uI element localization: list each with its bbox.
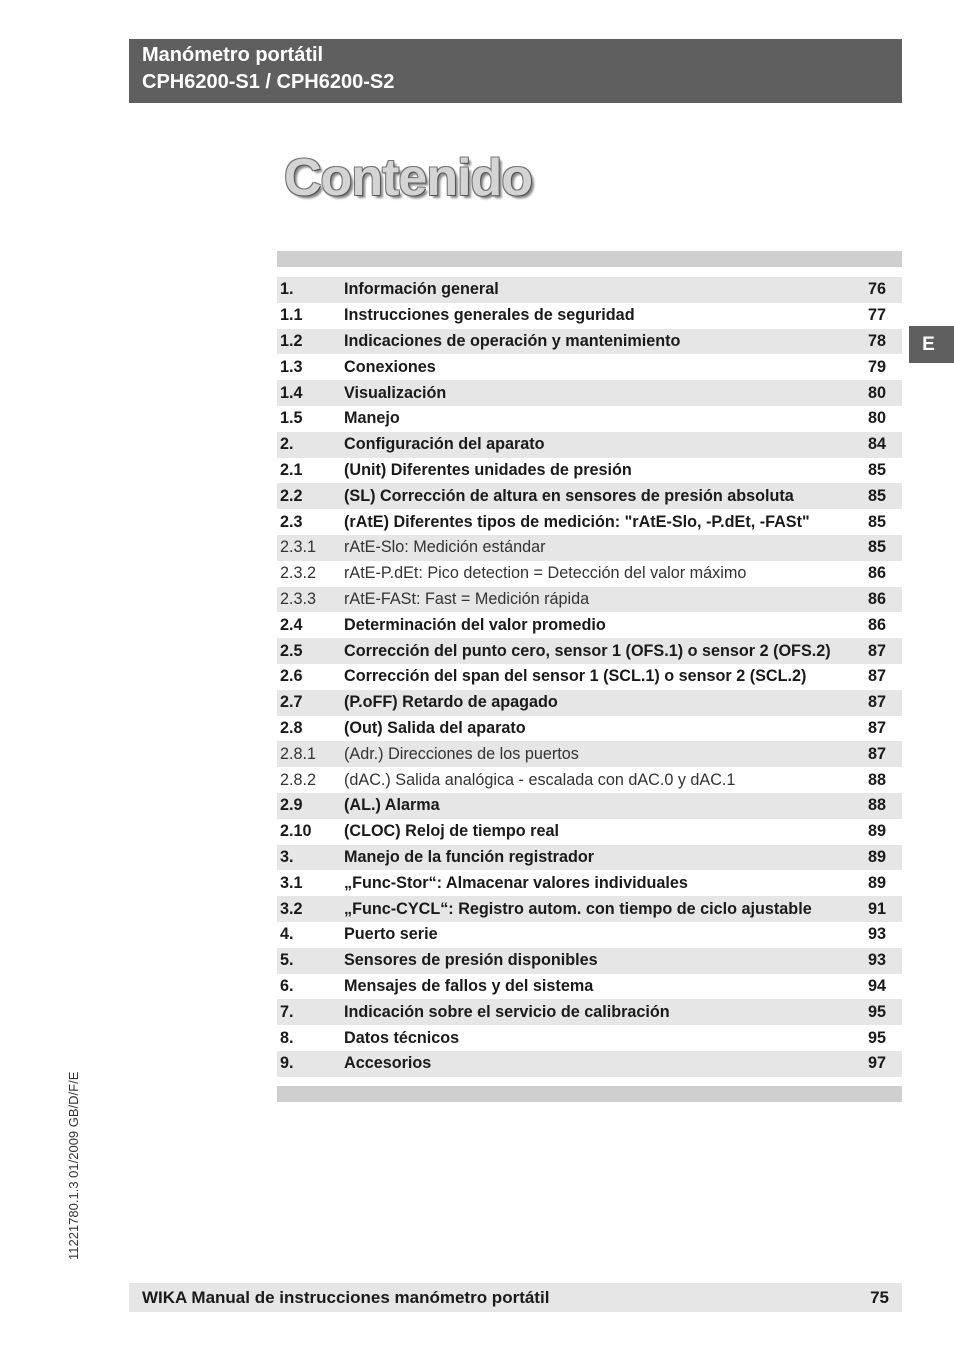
toc-entry-title: (Adr.) Direcciones de los puertos xyxy=(344,744,579,763)
toc-entry-number: 2.4 xyxy=(280,615,303,634)
toc-entry[interactable] xyxy=(277,974,902,1000)
toc-entry-page: 93 xyxy=(867,951,886,970)
toc-entry-title: Conexiones xyxy=(344,357,436,376)
toc-entry-number: 2.2 xyxy=(280,486,303,505)
toc-entry[interactable] xyxy=(277,1025,902,1051)
toc-entry[interactable] xyxy=(277,664,902,690)
toc-entry-number: 2.9 xyxy=(280,796,303,815)
toc-entry-title: Instrucciones generales de seguridad xyxy=(344,306,635,325)
toc-entry-page: 76 xyxy=(867,280,886,299)
toc-entry-page: 87 xyxy=(867,718,886,737)
toc-entry-number: 2.3.1 xyxy=(280,538,317,557)
toc-entry[interactable] xyxy=(277,819,902,845)
toc-entry-title: Corrección del span del sensor 1 (SCL.1) o sensor 2 (SCL.2) xyxy=(344,667,807,686)
toc-entry-page: 87 xyxy=(867,693,886,712)
toc-entry[interactable] xyxy=(277,922,902,948)
toc-entry-number: 2.3 xyxy=(280,512,303,531)
toc-entry-page: 87 xyxy=(867,667,886,686)
toc-entry-number: 2.3.3 xyxy=(280,589,317,608)
toc-entry-number: 2. xyxy=(280,435,294,454)
toc-entry-number: 1.4 xyxy=(280,383,303,402)
toc-entry-page: 95 xyxy=(867,1028,886,1047)
toc-entry-number: 1. xyxy=(280,280,294,299)
toc-entry-page: 80 xyxy=(867,409,886,428)
toc-entry-number: 1.2 xyxy=(280,331,303,350)
toc-entry-page: 85 xyxy=(867,538,886,557)
toc-entry-page: 93 xyxy=(867,925,886,944)
toc-entry-page: 85 xyxy=(867,486,886,505)
toc-entry[interactable] xyxy=(277,767,902,793)
toc-entry-title: Manejo xyxy=(344,409,400,428)
toc-entry-number: 2.8.2 xyxy=(280,770,317,789)
toc-entry-page: 77 xyxy=(867,306,886,325)
toc-entry[interactable] xyxy=(277,380,902,406)
toc-entry-number: 8. xyxy=(280,1028,294,1047)
toc-entry[interactable] xyxy=(277,999,902,1025)
toc-entry-page: 88 xyxy=(867,770,886,789)
toc-entry[interactable] xyxy=(277,483,902,509)
toc-entry-number: 2.10 xyxy=(280,822,312,841)
toc-entry-number: 2.8.1 xyxy=(280,744,317,763)
toc-entry-page: 78 xyxy=(867,331,886,350)
toc-entry-title: rAtE-FASt: Fast = Medición rápida xyxy=(344,589,590,608)
toc-entry[interactable] xyxy=(277,329,902,355)
toc-entry-number: 1.5 xyxy=(280,409,303,428)
toc-entry-title: (Out) Salida del aparato xyxy=(344,718,526,737)
toc-entry[interactable] xyxy=(277,432,902,458)
toc-entry-number: 2.8 xyxy=(280,718,303,737)
toc-entry-number: 2.7 xyxy=(280,693,303,712)
toc-entry-title: „Func-CYCL“: Registro autom. con tiempo de ciclo ajustable xyxy=(344,899,812,918)
toc-entry[interactable] xyxy=(277,458,902,484)
toc-entry-number: 7. xyxy=(280,1002,294,1021)
toc-entry-page: 86 xyxy=(867,615,886,634)
toc-entry-page: 95 xyxy=(867,1002,886,1021)
toc-entry-number: 1.3 xyxy=(280,357,303,376)
toc-entry-title: Mensajes de fallos y del sistema xyxy=(344,976,594,995)
toc-entry-title: (Unit) Diferentes unidades de presión xyxy=(344,460,632,479)
toc-entry-page: 94 xyxy=(867,976,886,995)
toc-entry-number: 3. xyxy=(280,847,294,866)
toc-entry-title: Sensores de presión disponibles xyxy=(344,951,598,970)
toc-entry[interactable] xyxy=(277,561,902,587)
toc-entry-number: 9. xyxy=(280,1054,294,1073)
toc-entry-page: 89 xyxy=(867,873,886,892)
toc-entry-title: Manejo de la función registrador xyxy=(344,847,595,866)
toc-entry[interactable] xyxy=(277,638,902,664)
header-model-numbers: CPH6200-S1 / CPH6200-S2 xyxy=(142,71,395,93)
page-title: Contenido xyxy=(284,149,533,207)
toc-entry-title: (dAC.) Salida analógica - escalada con dAC.0 y dAC.1 xyxy=(344,770,736,789)
document-header xyxy=(129,39,902,103)
toc-entry-title: (AL.) Alarma xyxy=(344,796,440,815)
toc-entry-number: 3.1 xyxy=(280,873,303,892)
toc-entry-title: Indicación sobre el servicio de calibración xyxy=(344,1002,670,1021)
toc-entry[interactable] xyxy=(277,690,902,716)
toc-entry-title: Puerto serie xyxy=(344,925,438,944)
toc-entry-number: 2.3.2 xyxy=(280,564,317,583)
toc-entry-title: Datos técnicos xyxy=(344,1028,460,1047)
toc-entry[interactable] xyxy=(277,612,902,638)
toc-entry-number: 2.1 xyxy=(280,460,303,479)
toc-entry-page: 86 xyxy=(867,589,886,608)
toc-entry[interactable] xyxy=(277,587,902,613)
language-tab[interactable]: E xyxy=(909,326,954,363)
toc-entry-number: 4. xyxy=(280,925,294,944)
toc-entry-title: (CLOC) Reloj de tiempo real xyxy=(344,822,559,841)
toc-entry[interactable] xyxy=(277,509,902,535)
toc-entry-number: 1.1 xyxy=(280,306,303,325)
toc-entry[interactable] xyxy=(277,406,902,432)
toc-entry[interactable] xyxy=(277,354,902,380)
document-footer xyxy=(129,1283,902,1312)
header-product-name: Manómetro portátil xyxy=(142,44,324,66)
toc-entry-number: 2.6 xyxy=(280,667,303,686)
toc-entry-page: 91 xyxy=(867,899,886,918)
toc-entry-title: Corrección del punto cero, sensor 1 (OFS.1) o sensor 2 (OFS.2) xyxy=(344,641,831,660)
toc-entry-number: 5. xyxy=(280,951,294,970)
footer-page-number: 75 xyxy=(870,1287,889,1307)
toc-bottom-rule xyxy=(277,1086,902,1102)
toc-entry[interactable] xyxy=(277,845,902,871)
toc-entry[interactable] xyxy=(277,303,902,329)
toc-entry-page: 86 xyxy=(867,564,886,583)
toc-entry-title: Visualización xyxy=(344,383,447,402)
toc-entry-title: Configuración del aparato xyxy=(344,435,545,454)
table-of-contents xyxy=(277,277,902,1077)
toc-entry[interactable] xyxy=(277,716,902,742)
toc-entry-title: Información general xyxy=(344,280,499,299)
toc-entry[interactable] xyxy=(277,870,902,896)
toc-entry[interactable] xyxy=(277,741,902,767)
toc-entry[interactable] xyxy=(277,896,902,922)
toc-entry-page: 87 xyxy=(867,744,886,763)
toc-entry[interactable] xyxy=(277,277,902,303)
toc-entry[interactable] xyxy=(277,948,902,974)
toc-entry-page: 88 xyxy=(867,796,886,815)
toc-entry-title: (rAtE) Diferentes tipos de medición: "rAtE-Slo, -P.dEt, -FASt" xyxy=(344,512,810,531)
toc-entry-title: (SL) Corrección de altura en sensores de presión absoluta xyxy=(344,486,794,505)
toc-entry[interactable] xyxy=(277,535,902,561)
toc-entry-number: 2.5 xyxy=(280,641,303,660)
document-code-text: 11221780.1.3 01/2009 GB/D/F/E xyxy=(66,1071,81,1260)
toc-entry-page: 97 xyxy=(867,1054,886,1073)
toc-entry-title: „Func-Stor“: Almacenar valores individuales xyxy=(344,873,688,892)
footer-title: WIKA Manual de instrucciones manómetro portátil xyxy=(142,1287,550,1307)
toc-entry-number: 6. xyxy=(280,976,294,995)
toc-entry-page: 85 xyxy=(867,460,886,479)
toc-entry-number: 3.2 xyxy=(280,899,303,918)
toc-entry-page: 85 xyxy=(867,512,886,531)
toc-entry-title: (P.oFF) Retardo de apagado xyxy=(344,693,558,712)
toc-entry-page: 79 xyxy=(867,357,886,376)
toc-entry-title: Accesorios xyxy=(344,1054,432,1073)
document-code-vertical xyxy=(66,1050,86,1260)
toc-entry-page: 84 xyxy=(867,435,886,454)
toc-entry-title: Indicaciones de operación y mantenimiento xyxy=(344,331,681,350)
toc-entry-page: 89 xyxy=(867,822,886,841)
toc-entry-page: 89 xyxy=(867,847,886,866)
toc-top-rule xyxy=(277,251,902,267)
toc-entry-title: rAtE-Slo: Medición estándar xyxy=(344,538,546,557)
toc-entry[interactable] xyxy=(277,1051,902,1077)
toc-entry-title: Determinación del valor promedio xyxy=(344,615,606,634)
toc-entry-page: 80 xyxy=(867,383,886,402)
toc-entry-page: 87 xyxy=(867,641,886,660)
toc-entry-title: rAtE-P.dEt: Pico detection = Detección del valor máximo xyxy=(344,564,747,583)
toc-entry[interactable] xyxy=(277,793,902,819)
